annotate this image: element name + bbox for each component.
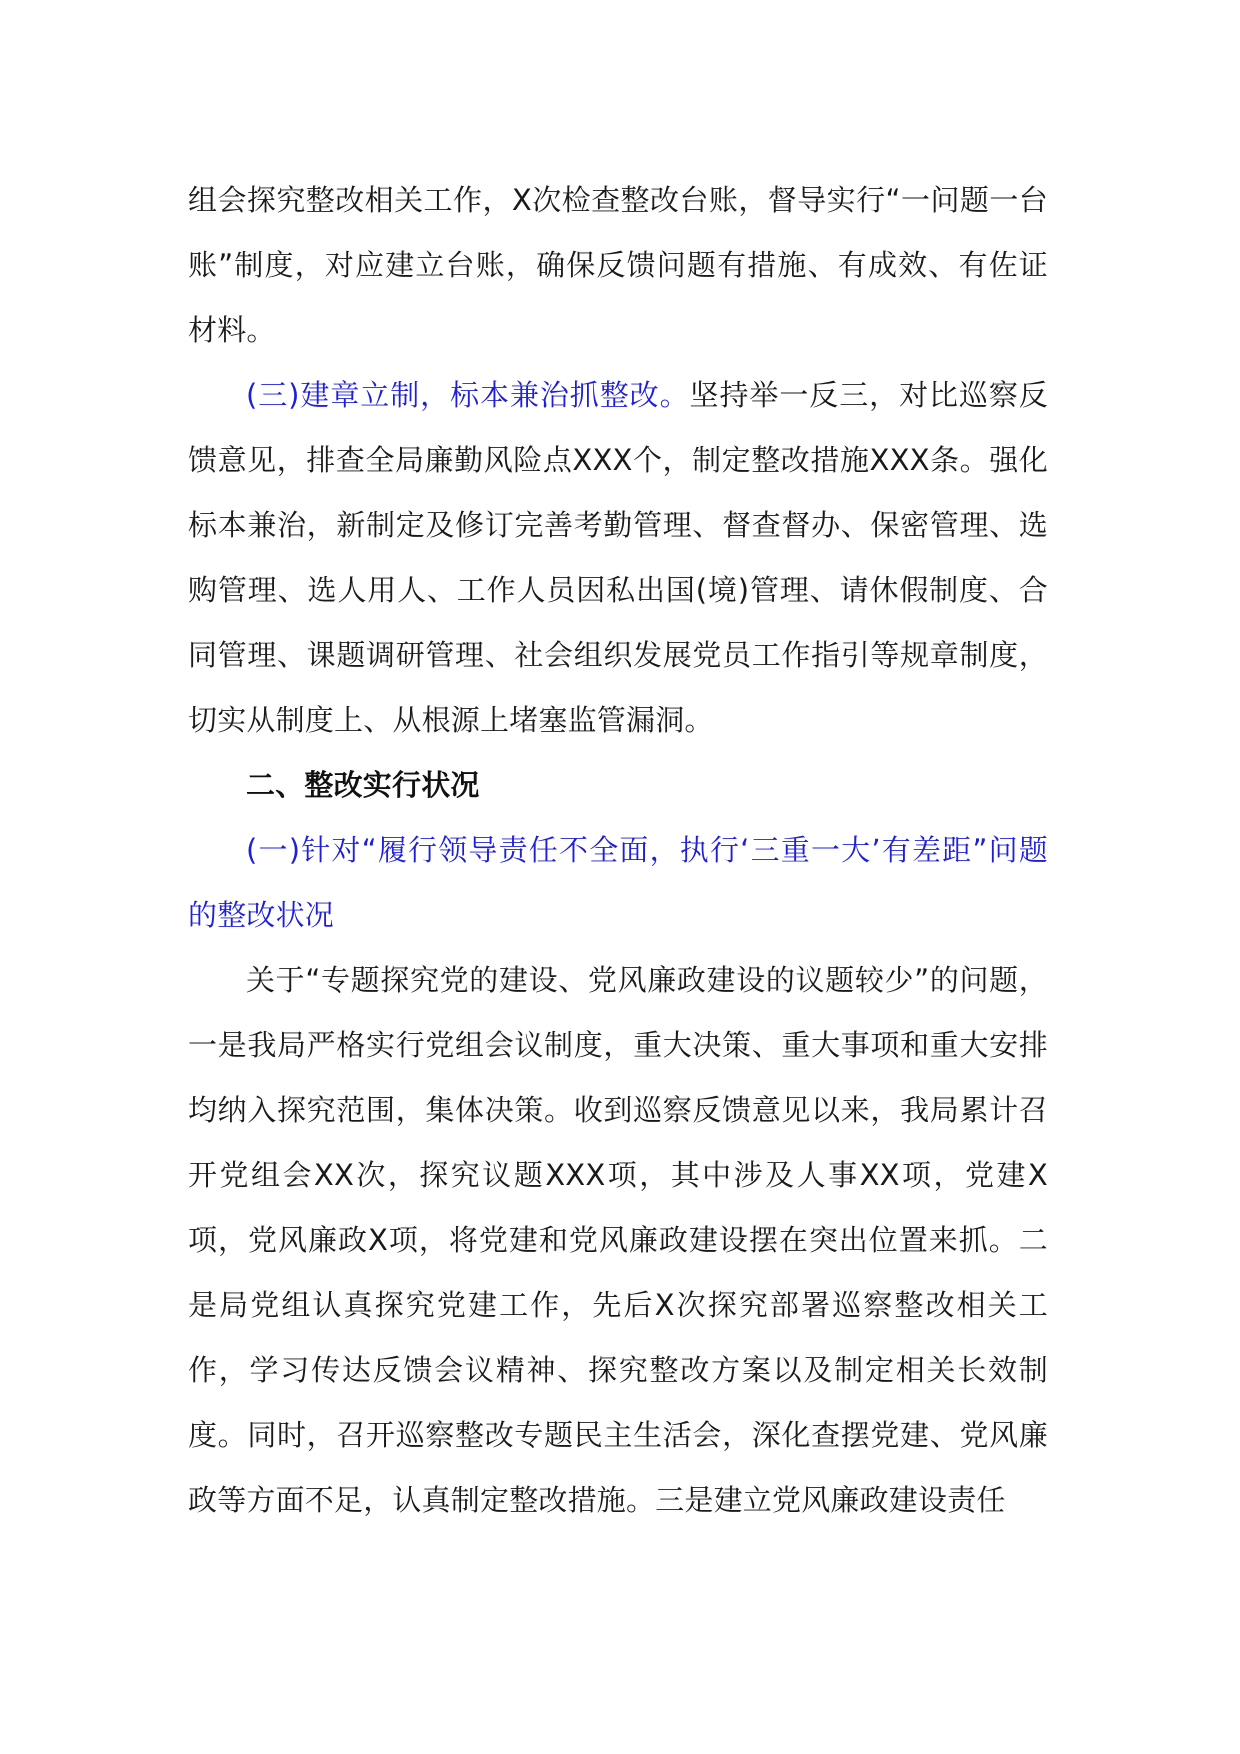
subsection-heading-text: (一)针对“履行领导责任不全面，执行‘三重一大’有差距”问题的整改状况 [188,833,1048,932]
paragraph-text: 关于“专题探究党的建设、党风廉政建设的议题较少”的问题，一是我局严格实行党组会议制度，重大决策、重大事项和重大安排均纳入探究范围，集体决策。收到巡察反馈意见以来，我局累计召开党组会XX次，探究议题XXX项，其中涉及人事XX项，党建X项，党风廉政X项，将党建和党风廉政建设摆在突出位置来抓。二是局党组认真探究党建工作，先后X次探究部署巡察整改相关工作，学习传达反馈会议精神、探究整改方案以及制定相关长效制度。同时，召开巡察整改专题民主生活会，深化查摆党建、党风廉政等方面不足，认真制定整改措施。三是建立党风廉政建设责任 [188,963,1048,1517]
paragraph-rectification [188,948,1048,1533]
document-body [188,168,1048,1533]
section-title-text: 二、整改实行状况 [246,768,480,802]
paragraph-text: 组会探究整改相关工作，X次检查整改台账，督导实行“一问题一台账”制度，对应建立台账，确保反馈问题有措施、有成效、有佐证材料。 [188,183,1048,347]
subsection-heading-1 [188,818,1048,948]
paragraph-text: 坚持举一反三，对比巡察反馈意见，排查全局廉勤风险点XXX个，制定整改措施XXX条。强化标本兼治，新制定及修订完善考勤管理、督查督办、保密管理、选购管理、选人用人、工作人员因私出国(境)管理、请休假制度、合同管理、课题调研管理、社会组织发展党员工作指引等规章制度，切实从制度上、从根源上堵塞监管漏洞。 [188,378,1048,737]
section-title-2 [188,753,1048,818]
paragraph-rules [188,363,1048,753]
paragraph-continuation [188,168,1048,363]
subsection-heading-3: (三)建章立制，标本兼治抓整改。 [246,378,690,412]
